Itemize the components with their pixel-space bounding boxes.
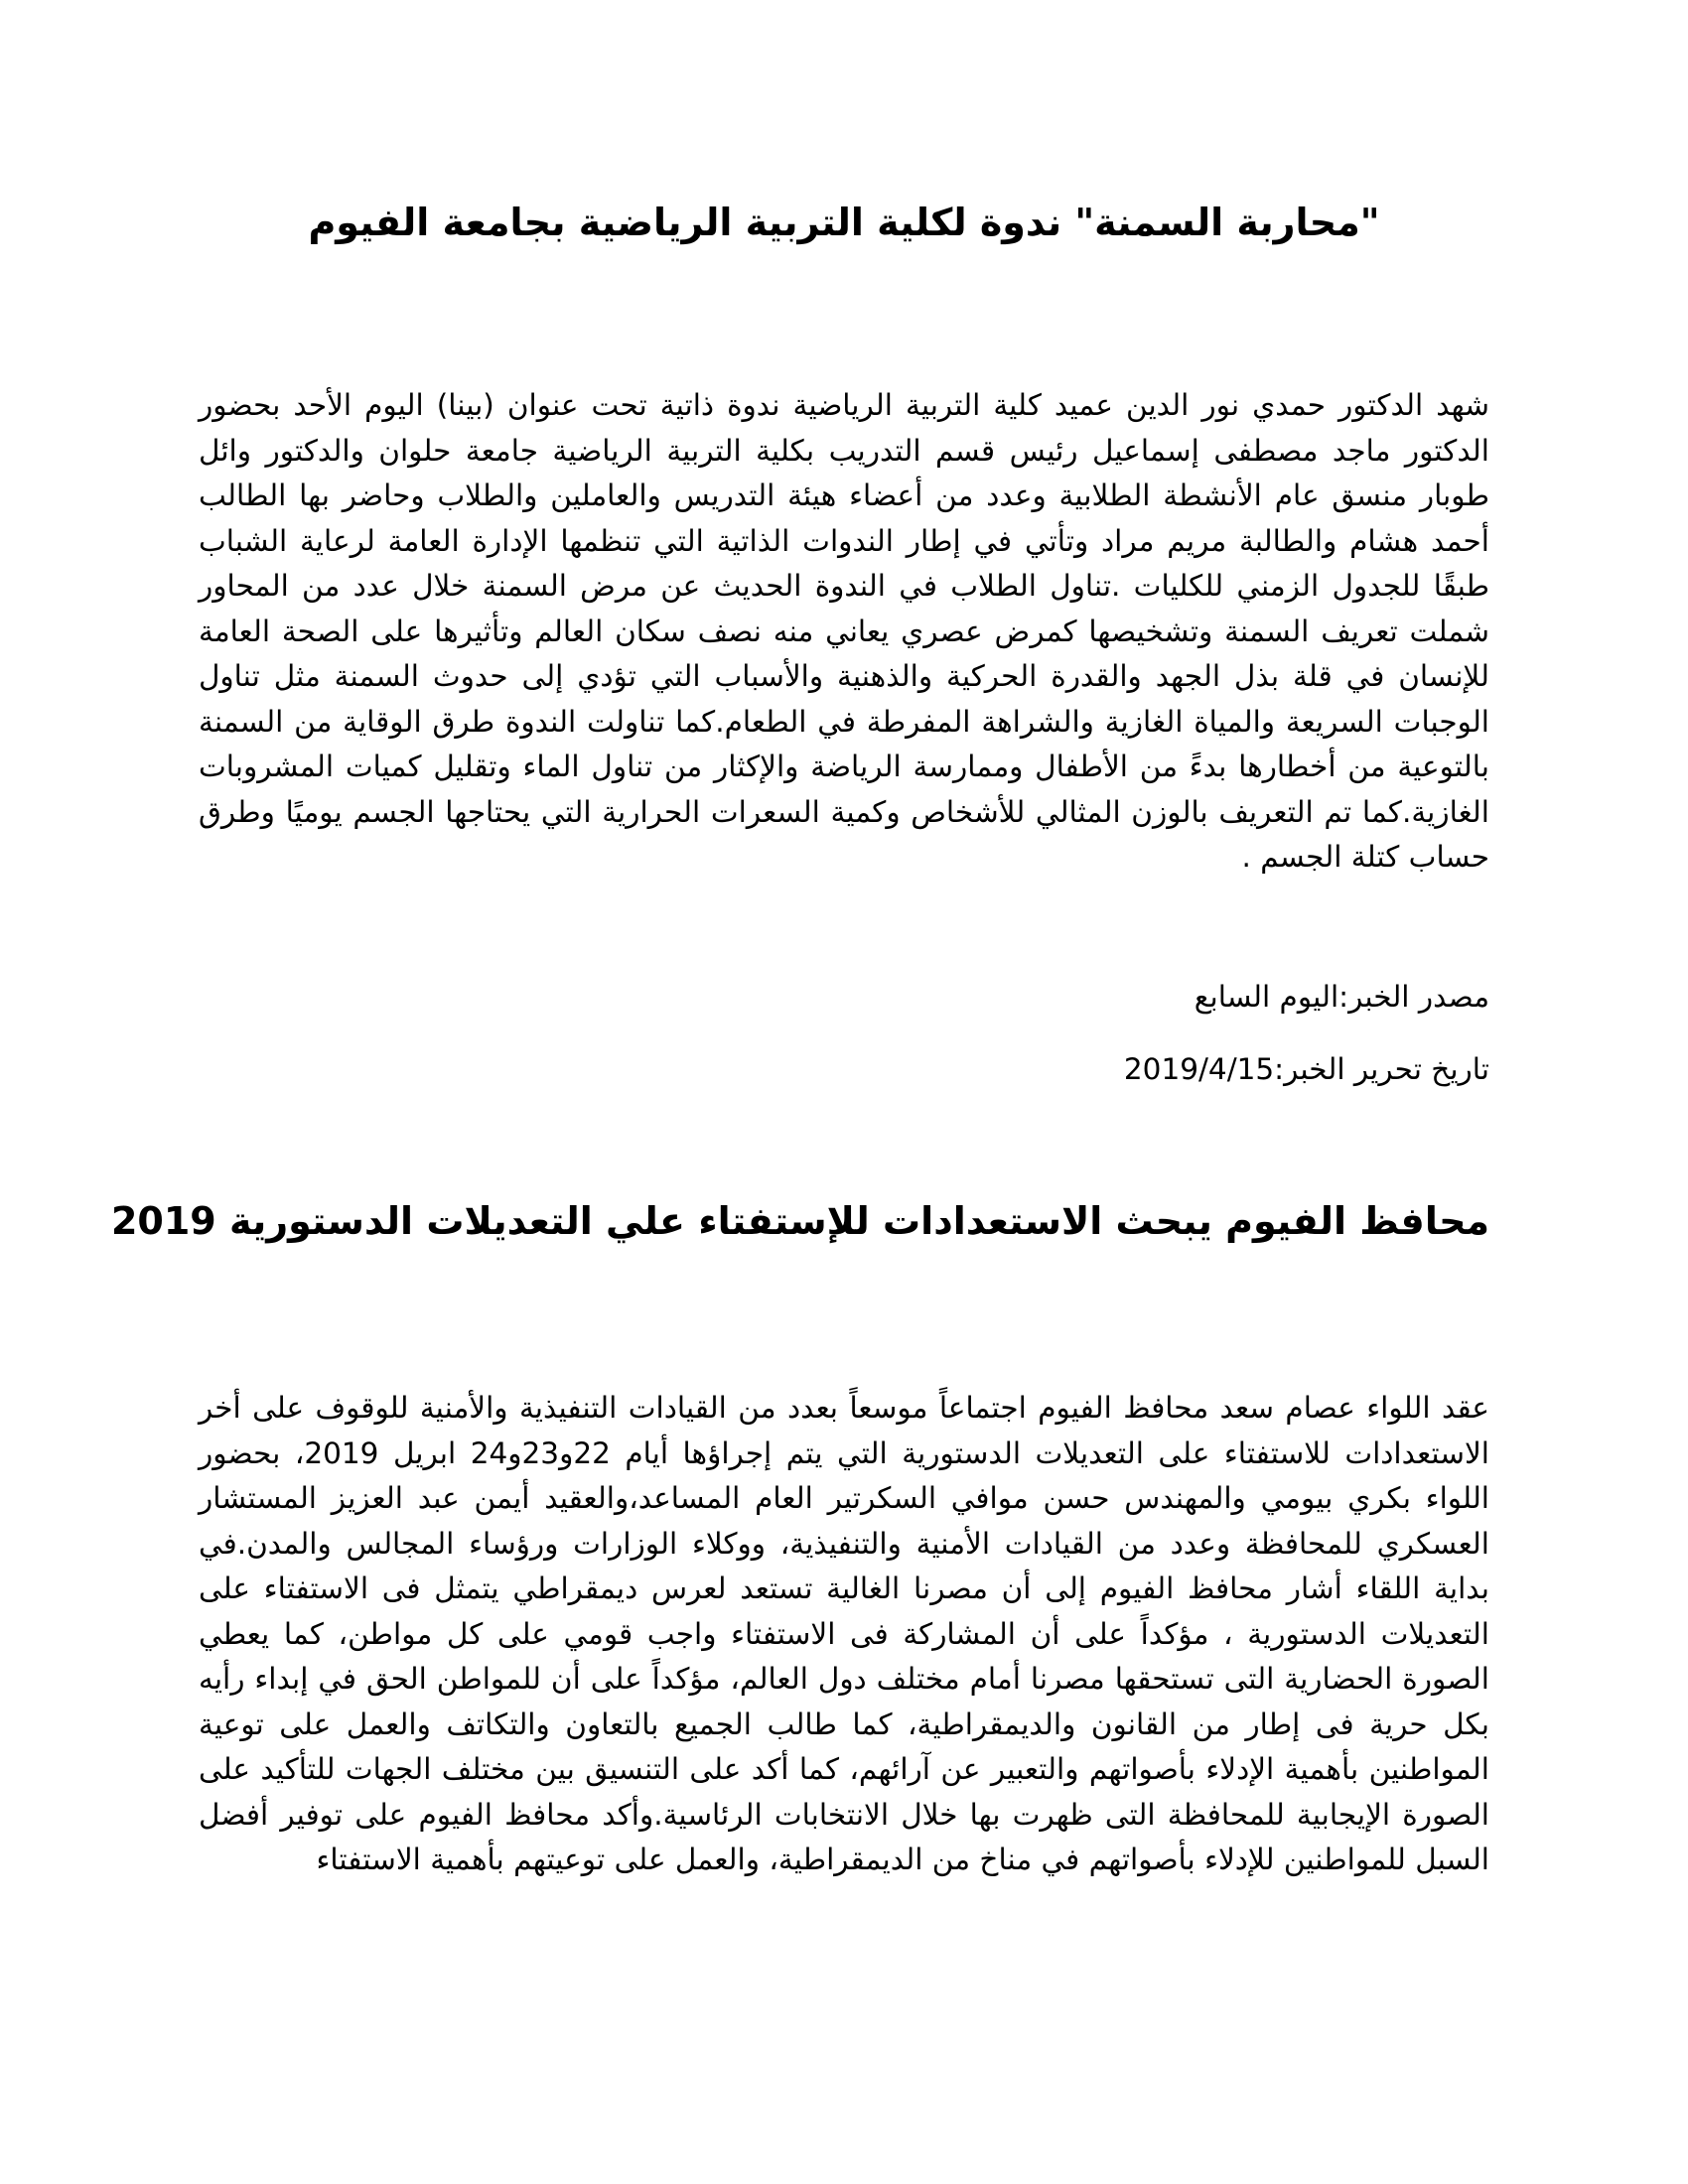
article-2-body: عقد اللواء عصام سعد محافظ الفيوم اجتماعاً موسعاً بعدد من القيادات التنفيذية والأمنية للوقوف على أخر الاستعدادات للاستفتاء على التعديلات الدستورية التي يتم إجراؤها أيام 22و23و24 ابريل 2019، بحضور اللواء بكري بيومي والمهندس حسن موافي السكرتير العام المساعد،والعقيد أيمن عبد العزيز المستشار العسكري للمحافظة وعدد من القيادات الأمنية والتنفيذية، ووكلاء الوزارات ورؤساء المجالس والمدن.في بداية اللقاء أشار محافظ الفيوم إلى أن مصرنا الغالية تستعد لعرس ديمقراطي يتمثل فى الاستفتاء على التعديلات الدستورية ، مؤكداً على أن المشاركة فى الاستفتاء واجب قومي على كل مواطن، كما يعطي الصورة الحضارية التى تستحقها مصرنا أمام مختلف دول العالم، مؤكداً على أن للمواطن الحق في إبداء رأيه بكل حرية فى إطار من القانون والديمقراطية، كما طالب الجميع بالتعاون والتكاتف والعمل على توعية المواطنين بأهمية الإدلاء بأصواتهم والتعبير عن آرائهم، كما أكد على التنسيق بين مختلف الجهات للتأكيد على الصورة الإيجابية للمحافظة التى ظهرت بها خلال الانتخابات الرئاسية.وأكد محافظ الفيوم على توفير أفضل السبل للمواطنين للإدلاء بأصواتهم في مناخ من الديمقراطية، والعمل على توعيتهم بأهمية الاستفتاء [199, 1391, 1489, 1876]
article-1-title: "محاربة السمنة" ندوة لكلية التربية الرياضية بجامعة الفيوم [308, 201, 1380, 244]
article-1-date [1124, 1049, 1489, 1089]
source-label: مصدر الخبر: [1338, 980, 1489, 1014]
source-value: اليوم السابع [1194, 980, 1339, 1014]
date-value: 2019/4/15 [1123, 1052, 1275, 1086]
article-1-body: شهد الدكتور حمدي نور الدين عميد كلية التربية الرياضية ندوة ذاتية تحت عنوان (بينا) اليوم الأحد بحضور الدكتور ماجد مصطفى إسماعيل رئيس قسم التدريب بكلية التربية الرياضية جامعة حلوان والدكتور وائل طوبار منسق عام الأنشطة الطلابية وعدد من أعضاء هيئة التدريس والعاملين والطلاب وحاضر بها الطالب أحمد هشام والطالبة مريم مراد وتأتي في إطار الندوات الذاتية التي تنظمها الإدارة العامة لرعاية الشباب طبقًا للجدول الزمني للكليات .تناول الطلاب في الندوة الحديث عن مرض السمنة خلال عدد من المحاور شملت تعريف السمنة وتشخيصها كمرض عصري يعاني منه نصف سكان العالم وتأثيرها على الصحة العامة للإنسان في قلة بذل الجهد والقدرة الحركية والذهنية والأسباب التي تؤدي إلى حدوث السمنة مثل تناول الوجبات السريعة والمياة الغازية والشراهة المفرطة في الطعام.كما تناولت الندوة طرق الوقاية من السمنة بالتوعية من أخطارها بدءً من الأطفال وممارسة الرياضة والإكثار من تناول الماء وتقليل كميات المشروبات الغازية.كما تم التعريف بالوزن المثالي للأشخاص وكمية السعرات الحرارية التي يحتاجها الجسم يوميًا وطرق حساب كتلة الجسم . [199, 388, 1489, 874]
article-1-source [1195, 977, 1489, 1017]
date-label: تاريخ تحرير الخبر: [1274, 1052, 1489, 1086]
article-2-title: محافظ الفيوم يبحث الاستعدادات للإستفتاء علي التعديلات الدستورية 2019 [110, 1199, 1489, 1243]
